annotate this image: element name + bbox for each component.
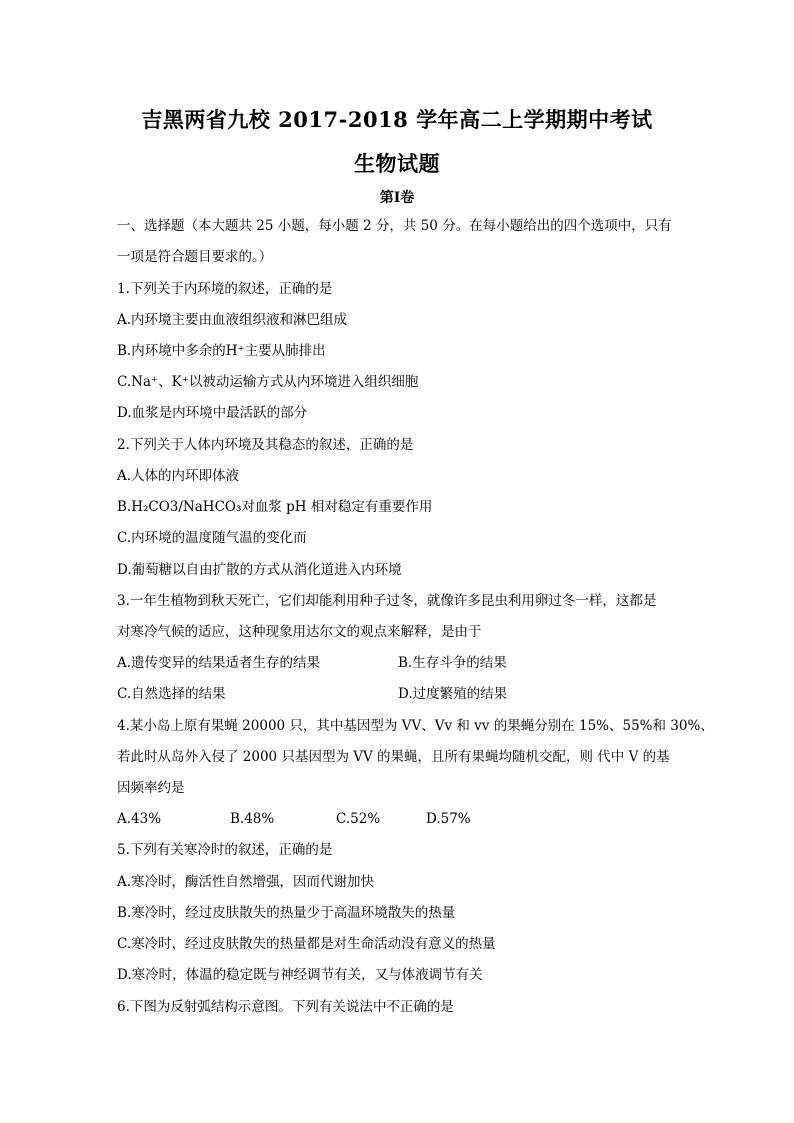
q2-stem: 2.下列关于人体内环境及其稳态的叙述，正确的是 (117, 437, 414, 453)
q2-option-d: D.葡萄糖以自由扩散的方式从消化道进入内环境 (117, 562, 402, 578)
q2-option-b: B.H₂CO3/NaHCO₃对血浆 pH 相对稳定有重要作用 (117, 499, 433, 515)
section-instructions-line2: 一项是符合题目要求的。） (117, 249, 273, 265)
section-instructions-line1: 一、选择题（本大题共 25 小题，每小题 2 分，共 50 分。在每小题给出的四个选项中，只有 (117, 218, 672, 234)
q1-stem: 1.下列关于内环境的叙述，正确的是 (117, 281, 333, 297)
q2-option-a: A.人体的内环即体液 (117, 468, 240, 484)
q5-option-b: B.寒冷时，经过皮肤散失的热量少于高温环境散失的热量 (117, 905, 456, 921)
q1-option-d: D.血浆是内环境中最活跃的部分 (117, 405, 308, 421)
q4-stem-line1: 4.某小岛上原有果蝇 20000 只，其中基因型为 VV、Vv 和 vv 的果蝇分别在 15%、55%和 30%、 (117, 718, 714, 734)
q6-stem: 6.下图为反射弧结构示意图。下列有关说法中不正确的是 (117, 999, 454, 1015)
q4-stem-line2: 若此时从岛外入侵了 2000 只基因型为 VV 的果蝇，且所有果蝇均随机交配，则 代中 V 的基 (117, 749, 670, 765)
q5-option-a: A.寒冷时，酶活性自然增强，因而代谢加快 (117, 874, 375, 890)
q3-option-d: D.过度繁殖的结果 (398, 686, 508, 702)
exam-subject: 生物试题 (354, 151, 440, 176)
q3-stem-line2: 对寒冷气候的适应，这种现象用达尔文的观点来解释，是由于 (117, 624, 482, 640)
q4-stem-line3: 因频率约是 (117, 780, 185, 796)
q4-option-a: A.43% (117, 811, 162, 827)
q1-option-b: B.内环境中多余的H⁺主要从肺排出 (117, 343, 326, 359)
q1-option-c: C.Na⁺、K⁺以被动运输方式从内环境进入组织细胞 (117, 374, 419, 390)
q4-option-c: C.52% (336, 811, 381, 827)
q1-option-a: A.内环境主要由血液组织液和淋巴组成 (117, 312, 348, 328)
q5-stem: 5.下列有关寒冷时的叙述，正确的是 (117, 842, 333, 858)
q5-option-c: C.寒冷时，经过皮肤散失的热量都是对生命活动没有意义的热量 (117, 936, 496, 952)
q3-option-b: B.生存斗争的结果 (398, 655, 507, 671)
q2-option-c: C.内环境的温度随气温的变化而 (117, 530, 307, 546)
volume-label: 第Ⅰ卷 (379, 190, 415, 206)
q4-option-b: B.48% (230, 811, 275, 827)
q3-option-a: A.遗传变异的结果适者生存的结果 (117, 655, 321, 671)
exam-title: 吉黑两省九校 2017-2018 学年高二上学期期中考试 (141, 107, 653, 132)
q5-option-d: D.寒冷时，体温的稳定既与神经调节有关，又与体液调节有关 (117, 967, 483, 983)
q4-option-d: D.57% (426, 811, 471, 827)
q3-stem-line1: 3.一年生植物到秋天死亡，它们却能利用种子过冬，就像许多昆虫利用卵过冬一样，这都是 (117, 593, 657, 609)
q3-option-c: C.自然选择的结果 (117, 686, 226, 702)
